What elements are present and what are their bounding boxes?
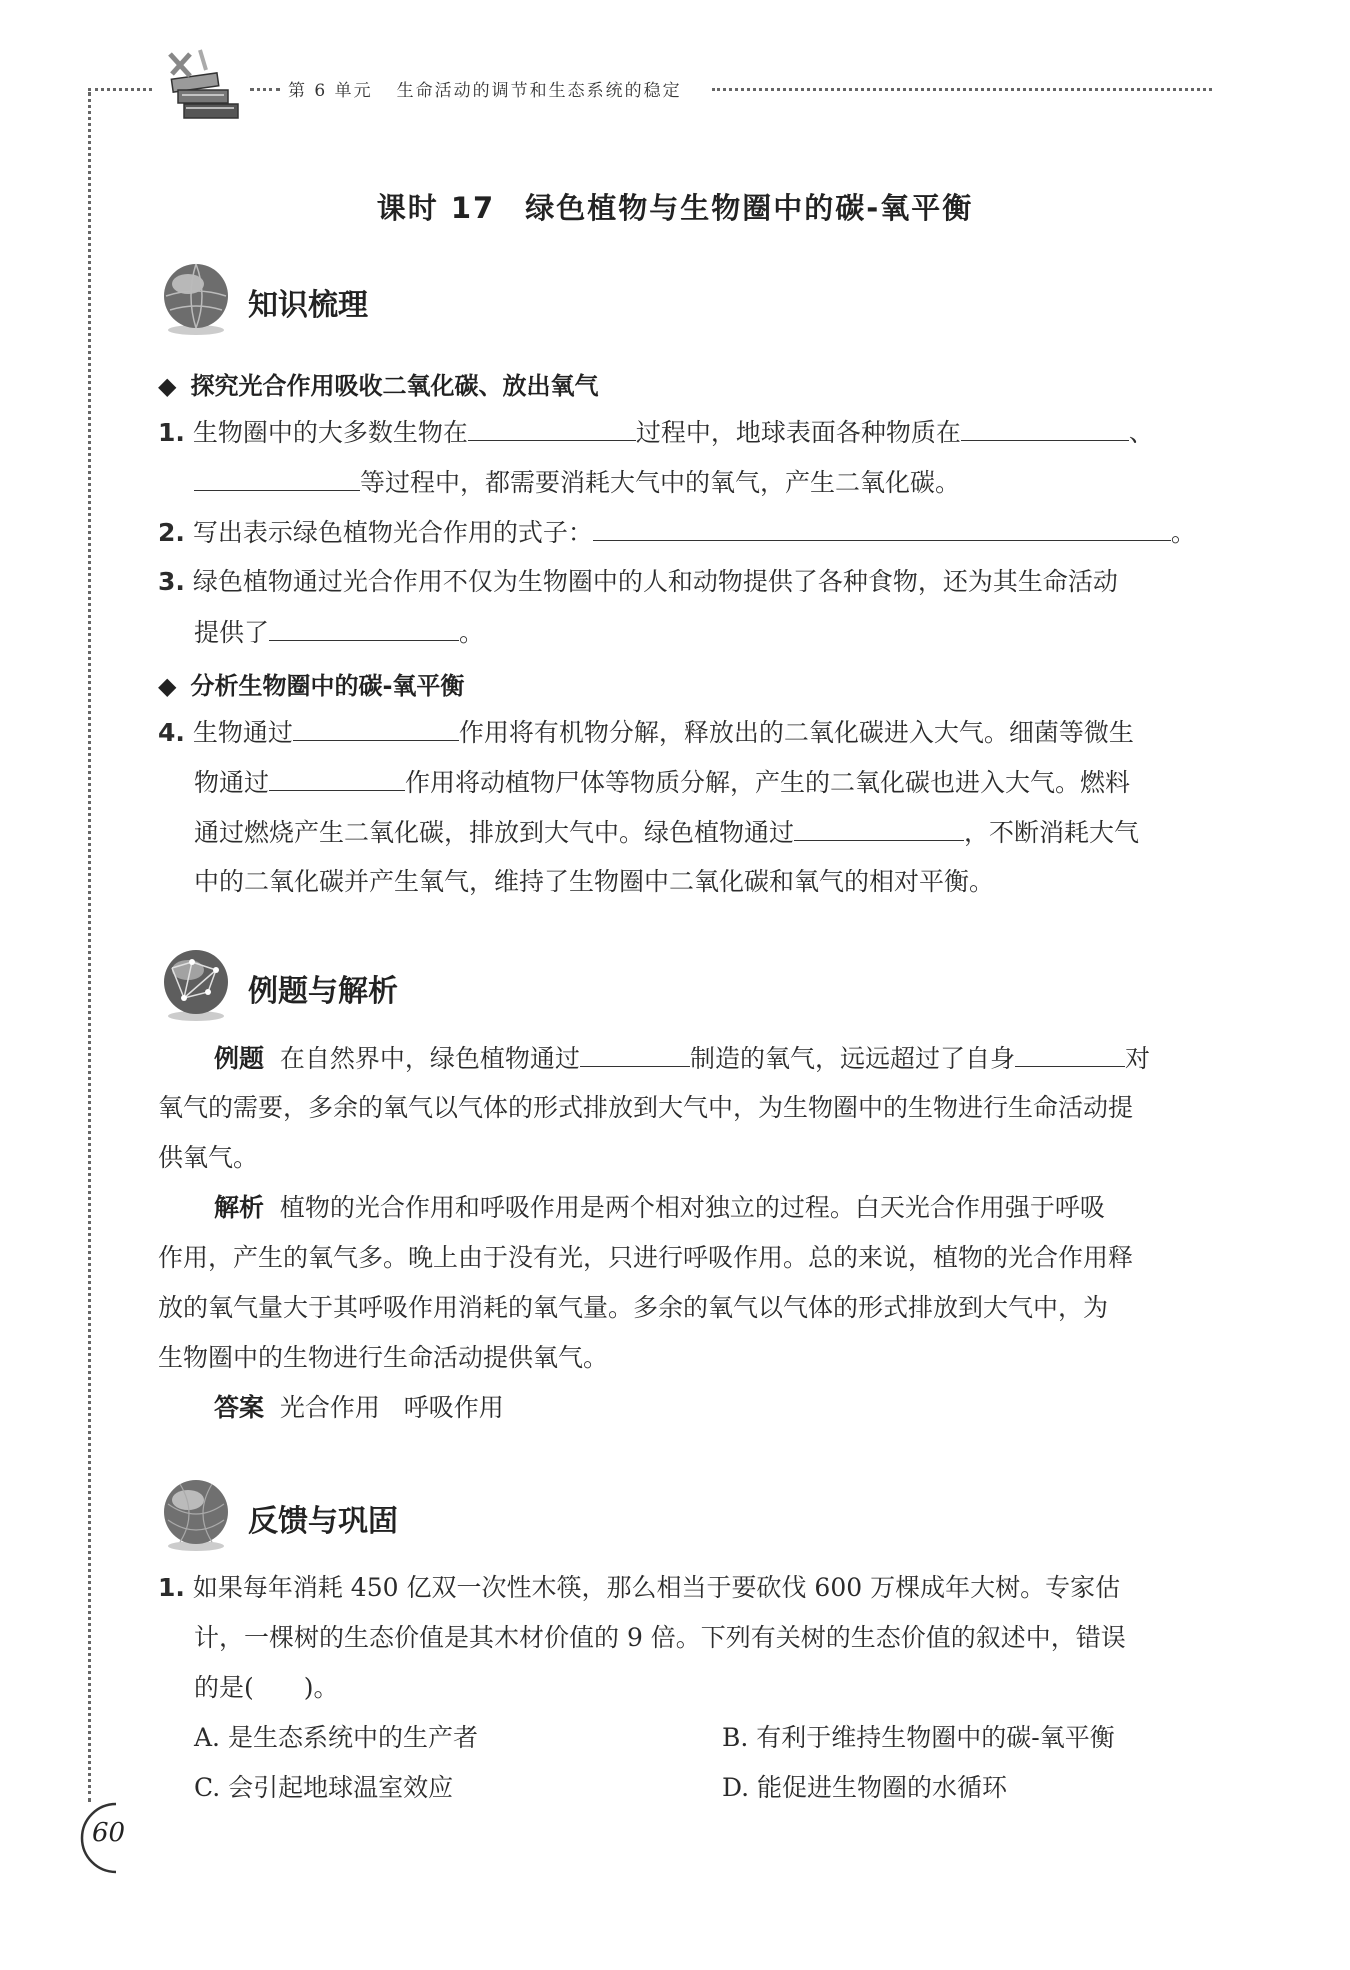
feedback-q1-line1 — [158, 1570, 1120, 1606]
subheading-2 — [158, 666, 464, 701]
option-c[interactable] — [194, 1770, 453, 1806]
q3-text-c: 。 — [459, 618, 485, 647]
example-line3 — [158, 1140, 258, 1176]
answer-blank[interactable] — [794, 814, 964, 841]
answer-label: 答案 — [214, 1393, 265, 1422]
option-d[interactable] — [722, 1770, 1007, 1806]
q4-text-c: 物通过 — [194, 768, 270, 797]
analysis-text-3: 放的氧气量大于其呼吸作用消耗的氧气量。多余的氧气以气体的形式排放到大气中，为 — [158, 1293, 1109, 1322]
header-unit-title: 生命活动的调节和生态系统的稳定 — [396, 81, 682, 101]
feedback-q1-text-1: 如果每年消耗 450 亿双一次性木筷，那么相当于要砍伐 600 万棵成年大树。专家估 — [192, 1573, 1121, 1602]
knowledge-q1-line2 — [194, 464, 960, 501]
q3-text-a: 绿色植物通过光合作用不仅为生物圈中的人和动物提供了各种食物，还为其生命活动 — [192, 567, 1118, 596]
section-example-title: 例题与解析 — [248, 974, 398, 1009]
q1-text-d: 等过程中，都需要消耗大气中的氧气，产生二氧化碳。 — [360, 468, 961, 497]
books-logo-icon — [150, 46, 254, 126]
example-text-a: 在自然界中，绿色植物通过 — [279, 1044, 580, 1073]
question-number: 2. — [158, 518, 185, 547]
running-header — [288, 76, 682, 101]
side-dotted-rule — [88, 92, 91, 1802]
example-line1 — [214, 1040, 1150, 1077]
lesson-number: 课时 17 — [376, 191, 496, 225]
feedback-q1-line2 — [194, 1620, 1126, 1656]
example-text-2: 氧气的需要，多余的氧气以气体的形式排放到大气中，为生物圈中的生物进行生命活动提 — [158, 1093, 1134, 1122]
sphere-icon — [158, 1474, 238, 1554]
question-number: 3. — [158, 567, 185, 596]
page-number-badge — [64, 1800, 154, 1876]
question-number: 4. — [158, 718, 185, 747]
subheading-2-text: 分析生物圈中的碳-氧平衡 — [190, 672, 465, 700]
page-title — [0, 186, 1350, 227]
q4-text-f: ，不断消耗大气 — [964, 818, 1140, 847]
option-c-text: C. 会引起地球温室效应 — [194, 1773, 454, 1802]
q2-text-b: 。 — [1170, 518, 1196, 547]
question-number: 1. — [158, 418, 185, 447]
feedback-q1-text-3: 的是( )。 — [194, 1673, 339, 1702]
header-dotted-rule-left — [88, 88, 152, 91]
answer-blank[interactable] — [468, 414, 636, 441]
answer-2: 呼吸作用 — [403, 1393, 504, 1422]
analysis-line3 — [158, 1290, 1108, 1326]
option-a[interactable] — [194, 1720, 478, 1756]
feedback-q1-text-2: 计，一棵树的生态价值是其木材价值的 9 倍。下列有关树的生态价值的叙述中，错误 — [194, 1623, 1126, 1652]
analysis-line4 — [158, 1340, 608, 1376]
q4-text-a: 生物通过 — [192, 718, 293, 747]
example-text-3: 供氧气。 — [158, 1143, 259, 1172]
q2-text-a: 写出表示绿色植物光合作用的式子： — [192, 518, 593, 547]
q1-text-c: 、 — [1128, 418, 1154, 447]
answer-blank[interactable] — [1015, 1040, 1125, 1067]
knowledge-q4-line4 — [194, 864, 994, 900]
q1-text-a: 生物圈中的大多数生物在 — [192, 418, 468, 447]
knowledge-q4-line2 — [194, 764, 1130, 801]
example-line2 — [158, 1090, 1133, 1126]
analysis-text-2: 作用，产生的氧气多。晚上由于没有光，只进行呼吸作用。总的来说，植物的光合作用释 — [158, 1243, 1134, 1272]
knowledge-q4-line1 — [158, 714, 1134, 751]
q3-text-b: 提供了 — [194, 618, 270, 647]
example-text-c: 对 — [1124, 1044, 1150, 1073]
knowledge-q2 — [158, 514, 1196, 551]
option-b[interactable] — [722, 1720, 1115, 1756]
answer-blank[interactable] — [194, 464, 360, 491]
analysis-text-1: 植物的光合作用和呼吸作用是两个相对独立的过程。白天光合作用强于呼吸 — [279, 1193, 1105, 1222]
answer-blank[interactable] — [269, 614, 459, 641]
answer-blank[interactable] — [580, 1040, 690, 1067]
q4-text-g: 中的二氧化碳并产生氧气，维持了生物圈中二氧化碳和氧气的相对平衡。 — [194, 867, 995, 896]
example-label: 例题 — [214, 1044, 265, 1073]
example-text-b: 制造的氧气，远远超过了自身 — [689, 1044, 1015, 1073]
option-d-text: D. 能促进生物圈的水循环 — [722, 1773, 1008, 1802]
section-knowledge-title: 知识梳理 — [248, 288, 368, 323]
feedback-q1-line3 — [194, 1670, 339, 1706]
section-feedback-title: 反馈与巩固 — [248, 1504, 398, 1539]
option-a-text: A. 是生态系统中的生产者 — [194, 1723, 478, 1752]
knowledge-q4-line3 — [194, 814, 1139, 851]
header-dotted-rule-right — [712, 88, 1212, 91]
option-b-text: B. 有利于维持生物圈中的碳-氧平衡 — [722, 1723, 1115, 1752]
q4-text-e: 通过燃烧产生二氧化碳，排放到大气中。绿色植物通过 — [194, 818, 795, 847]
q4-text-b: 作用将有机物分解，释放出的二氧化碳进入大气。细菌等微生 — [458, 718, 1134, 747]
page-number: 60 — [92, 1818, 126, 1848]
answer-line — [214, 1390, 504, 1426]
header-unit: 第 6 单元 — [288, 81, 373, 101]
analysis-text-4: 生物圈中的生物进行生命活动提供氧气。 — [158, 1343, 609, 1372]
subheading-1 — [158, 366, 598, 401]
knowledge-q3-line1 — [158, 564, 1118, 600]
knowledge-q3-line2 — [194, 614, 484, 651]
lesson-title: 绿色植物与生物圈中的碳-氧平衡 — [525, 191, 974, 225]
answer-blank[interactable] — [293, 714, 459, 741]
network-globe-icon — [158, 944, 238, 1024]
analysis-line1 — [214, 1190, 1105, 1226]
header-dotted-rule-left-2 — [250, 88, 280, 91]
q4-text-d: 作用将动植物尸体等物质分解，产生的二氧化碳也进入大气。燃料 — [405, 768, 1131, 797]
q1-text-b: 过程中，地球表面各种物质在 — [635, 418, 961, 447]
diamond-bullet-icon: ◆ — [158, 672, 177, 700]
question-number: 1. — [158, 1573, 185, 1602]
answer-blank[interactable] — [269, 764, 405, 791]
answer-1: 光合作用 — [279, 1393, 380, 1422]
analysis-label: 解析 — [214, 1193, 265, 1222]
globe-icon — [158, 258, 238, 338]
analysis-line2 — [158, 1240, 1133, 1276]
subheading-1-text: 探究光合作用吸收二氧化碳、放出氧气 — [190, 372, 599, 400]
answer-blank[interactable] — [593, 514, 1171, 541]
knowledge-q1-line1 — [158, 414, 1154, 451]
diamond-bullet-icon: ◆ — [158, 372, 177, 400]
answer-blank[interactable] — [961, 414, 1129, 441]
